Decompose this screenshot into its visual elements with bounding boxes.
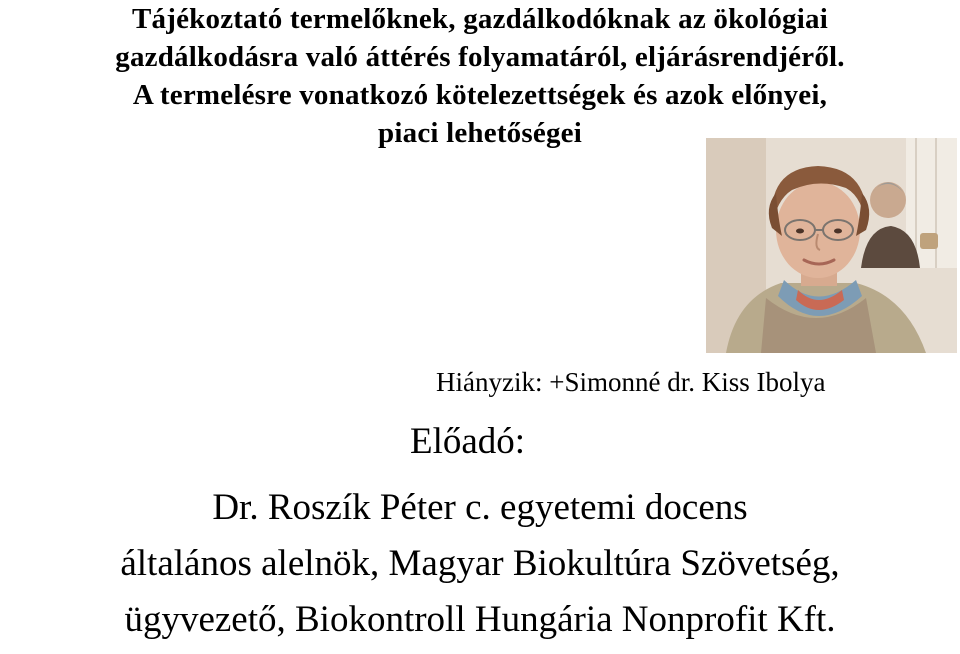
presenter-name: Dr. Roszík Péter c. egyetemi docens xyxy=(212,487,748,528)
title-line-1: Tájékoztató termelőknek, gazdálkodóknak az ökológiai xyxy=(132,3,828,35)
photo-caption: Hiányzik: +Simonné dr. Kiss Ibolya xyxy=(436,367,826,397)
presenter-role-1: általános alelnök, Magyar Biokultúra Szövetség, xyxy=(120,543,840,584)
presenter-role-2: ügyvezető, Biokontroll Hungária Nonprofit Kft. xyxy=(124,599,836,640)
title-line-4: piaci lehetőségei xyxy=(378,117,582,149)
presenter-label: Előadó: xyxy=(410,421,526,462)
document-title xyxy=(0,0,960,152)
presenter-info xyxy=(0,480,960,648)
title-line-2: gazdálkodásra való áttérés folyamatáról, eljárásrendjéről. xyxy=(115,41,845,73)
portrait-illustration xyxy=(706,138,957,353)
title-line-3: A termelésre vonatkozó kötelezettségek és azok előnyei, xyxy=(132,79,828,111)
portrait-photo xyxy=(706,138,957,353)
